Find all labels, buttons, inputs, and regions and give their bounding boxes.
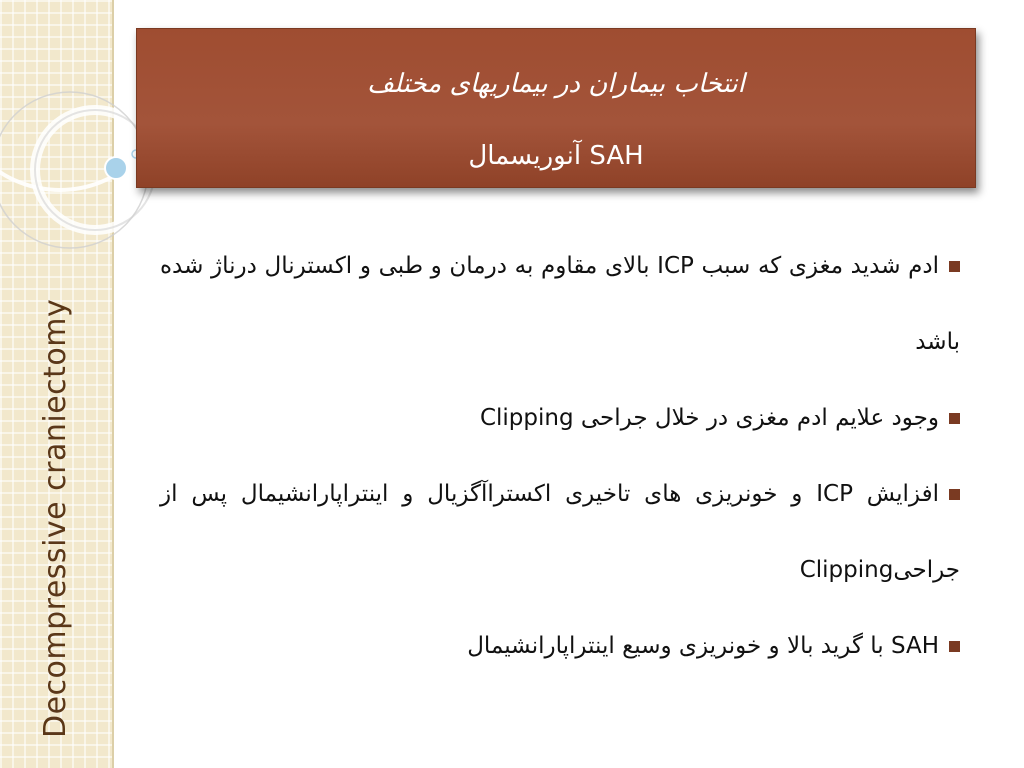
panel-divider (112, 0, 114, 768)
list-item-text: افزایش ICP و خونریزی های تاخیری اکستراآگزیال و اینتراپارانشیمال پس از جراحیClipping (160, 481, 960, 583)
square-bullet-icon (949, 413, 960, 424)
list-item-text: وجود علایم ادم مغزی در خلال جراحی Clipping (479, 405, 939, 431)
list-item-text: ادم شدید مغزی که سبب ICP بالای مقاوم به درمان و طبی و اکسترنال درناژ شده باشد (160, 253, 960, 355)
square-bullet-icon (949, 641, 960, 652)
header-subtitle: SAH آنوریسمال (468, 141, 644, 171)
header-title: انتخاب بیماران در بیماریهای مختلف (367, 69, 745, 99)
list-item (160, 608, 960, 684)
list-item (160, 228, 960, 380)
square-bullet-icon (949, 489, 960, 500)
side-title: Decompressive craniectomy (38, 298, 73, 738)
bullet-list (160, 228, 960, 684)
header-banner (136, 28, 976, 188)
list-item (160, 380, 960, 456)
square-bullet-icon (949, 261, 960, 272)
list-item (160, 456, 960, 608)
list-item-text: SAH با گرید بالا و خونریزی وسیع اینتراپارانشیمال (467, 633, 939, 659)
